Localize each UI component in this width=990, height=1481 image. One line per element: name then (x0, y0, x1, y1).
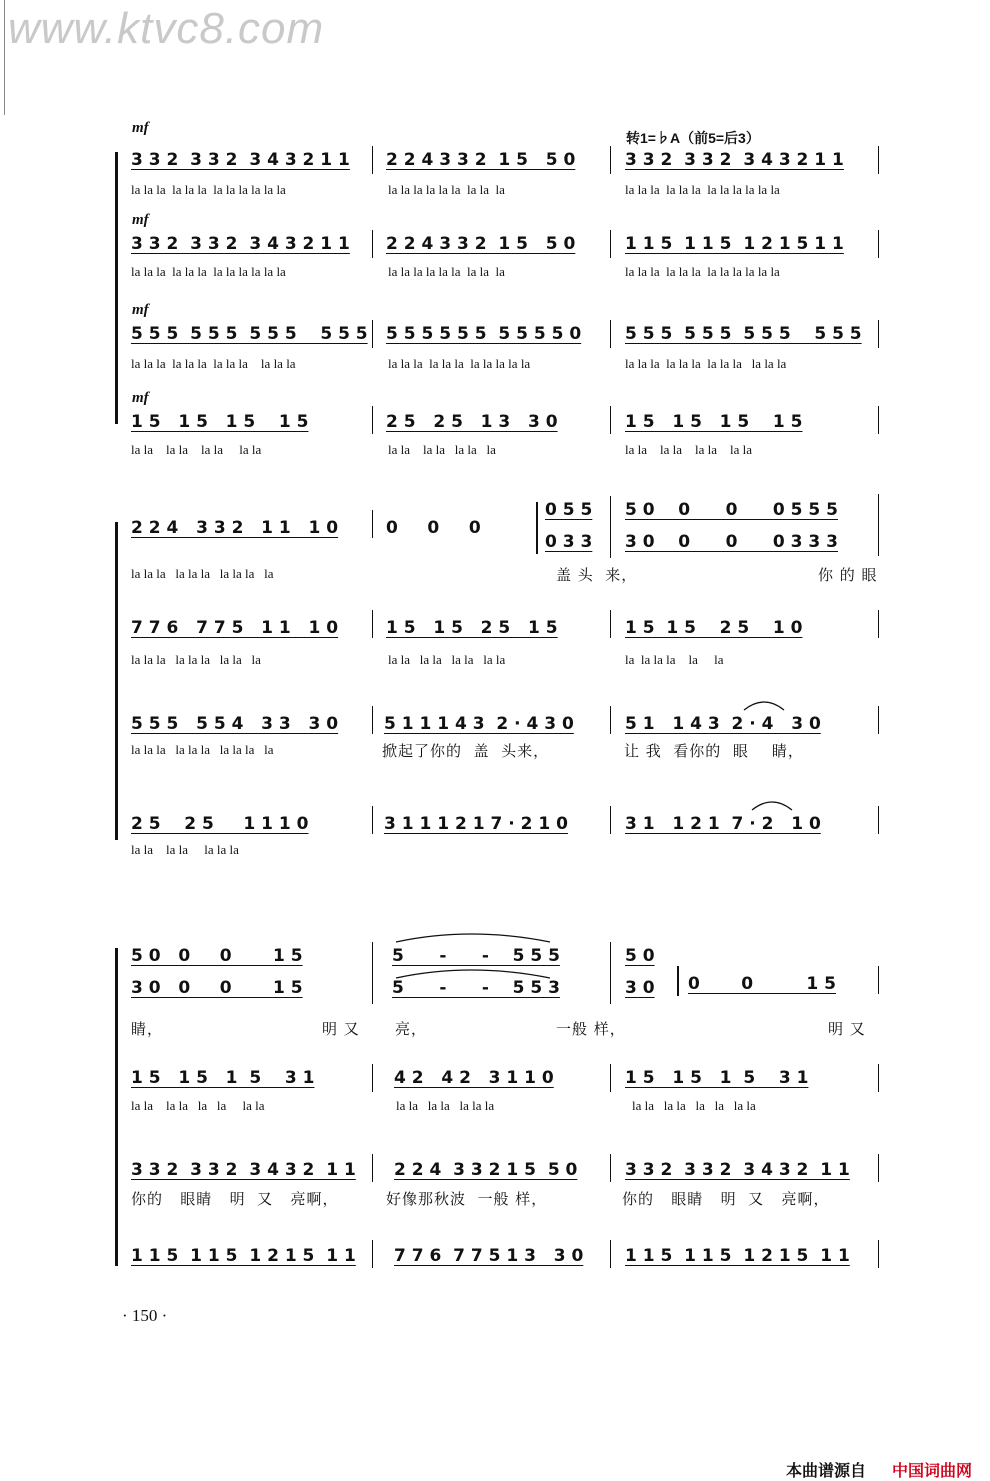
measure-row: 0 5 5 (545, 500, 593, 520)
barline (878, 146, 879, 174)
measure-row: 1 1 5 1 1 5 1 2 1 5 1 1 (625, 234, 844, 254)
measure-row: 5 1 1 1 4 3 2 · 4 3 0 (384, 714, 574, 734)
measure-row: 2 2 4 3 3 2 1 1 1 0 (131, 518, 339, 538)
voice-join-brace (677, 966, 679, 996)
measure-row: 1 5 1 5 1 5 1 5 (625, 412, 803, 432)
barline (610, 320, 611, 348)
barline (372, 230, 373, 258)
measure-row: 3 3 2 3 3 2 3 4 3 2 1 1 (131, 150, 350, 170)
barline (372, 510, 373, 538)
barline (372, 320, 373, 348)
lyric-row: la la la la la la la (131, 842, 239, 857)
key-change: 转1=♭A（前5=后3） (626, 130, 760, 146)
lyric-row: la la la la la la la la (131, 442, 262, 457)
measure-row: 5 0 (625, 946, 655, 966)
barline (372, 806, 373, 834)
barline (372, 1240, 373, 1268)
measure-row: 0 3 3 (545, 532, 593, 552)
barline (878, 610, 879, 638)
source-site-link[interactable]: 中国词曲网 (892, 1461, 973, 1480)
lyric-row: la la la la la la la la la (388, 264, 505, 279)
lyric-row: la la la la la la la la (131, 1098, 265, 1113)
barline (610, 230, 611, 258)
measure-row: 3 0 (625, 978, 655, 998)
measure-row: 3 1 1 2 1 7 · 2 1 0 (625, 814, 821, 834)
lyric-row: 让 我 看你的 眼 睛， (624, 742, 804, 760)
measure-row: 1 5 1 5 1 5 1 5 (131, 412, 309, 432)
system1-brace (115, 152, 118, 424)
lyric-row: la la la la la la la (396, 1098, 495, 1113)
barline (610, 610, 611, 638)
barline (878, 966, 879, 994)
tie-arc (748, 796, 798, 812)
barline (372, 406, 373, 434)
measure-row: 7 7 6 7 7 5 1 3 3 0 (394, 1246, 584, 1266)
barline (372, 1064, 373, 1092)
barline (878, 806, 879, 834)
measure-row: 0 0 0 (386, 518, 481, 538)
measure-row: 5 5 5 5 5 5 5 5 5 5 5 5 (625, 324, 862, 344)
lyric-row: 睛， (131, 1020, 164, 1038)
barline (878, 406, 879, 434)
lyric-row: la la la la la la la la la la (131, 742, 274, 757)
voice-split-brace (536, 502, 538, 554)
measure-row: 1 1 5 1 1 5 1 2 1 5 1 1 (131, 1246, 356, 1266)
lyric-row: 掀起了你的 盖 头来， (382, 742, 550, 760)
lyric-row: la la la la la la la la la la la la (131, 264, 286, 279)
barline (610, 706, 611, 734)
barline (610, 496, 611, 558)
barline (878, 1154, 879, 1182)
watermark: www.ktvc8.com (8, 4, 325, 53)
system3-brace (115, 948, 118, 1266)
dynamic-mf: mf (132, 212, 149, 228)
measure-row: 1 1 5 1 1 5 1 2 1 5 1 1 (625, 1246, 850, 1266)
barline (878, 706, 879, 734)
measure-row: 5 1 1 4 3 2 · 4 3 0 (625, 714, 821, 734)
lyric-row: la la la la la la la la (625, 442, 753, 457)
measure-row: 7 7 6 7 7 5 1 1 1 0 (131, 618, 339, 638)
lyric-row: 你 的 眼 (818, 566, 878, 584)
lyric-row: la la la la la la la la la la la (388, 356, 531, 371)
measure-row: 1 5 1 5 1 5 3 1 (625, 1068, 809, 1088)
measure-row: 5 5 5 5 5 5 5 5 5 5 5 5 (131, 324, 368, 344)
measure-row: 2 5 2 5 1 3 3 0 (386, 412, 558, 432)
lyric-row: la la la la la la la la la (388, 182, 505, 197)
measure-row: 0 0 1 5 (688, 974, 836, 994)
measure-row: 3 3 2 3 3 2 3 4 3 2 1 1 (625, 1160, 850, 1180)
measure-row: 5 5 5 5 5 5 5 5 5 5 0 (386, 324, 582, 344)
measure-row: 5 - - 5 5 3 (392, 978, 560, 998)
measure-row: 2 5 2 5 1 1 1 0 (131, 814, 309, 834)
lyric-row: 好像那秋波 一般 样， (386, 1190, 548, 1208)
measure-row: 5 0 0 0 1 5 (131, 946, 303, 966)
lyric-row: la la la la la la la la la la la la (131, 182, 286, 197)
lyric-row: la la la la la la la la la la la la (131, 356, 296, 371)
barline (610, 146, 611, 174)
lyric-row: 亮， (395, 1020, 428, 1038)
system2-brace (115, 522, 118, 840)
barline (878, 1240, 879, 1268)
source-label: 本曲谱源自 (786, 1461, 867, 1480)
measure-row: 3 3 2 3 3 2 3 4 3 2 1 1 (625, 150, 844, 170)
barline (372, 610, 373, 638)
lyric-row: 盖 头 来， (556, 566, 638, 584)
lyric-row: la la la la la la la la (632, 1098, 756, 1113)
lyric-row: la la la la la la (625, 652, 724, 667)
measure-row: 5 0 0 0 0 5 5 5 (625, 500, 838, 520)
scan-edge (4, 0, 5, 115)
lyric-row: 明 又 (828, 1020, 866, 1038)
measure-row: 2 2 4 3 3 2 1 5 5 0 (386, 234, 576, 254)
barline (610, 942, 611, 1004)
measure-row: 3 1 1 1 2 1 7 · 2 1 0 (384, 814, 568, 834)
barline (878, 230, 879, 258)
lyric-row: la la la la la la la la la la la la (625, 182, 780, 197)
barline (878, 494, 879, 556)
lyric-row: la la la la la la la la la la la la (625, 356, 787, 371)
dynamic-mf: mf (132, 390, 149, 406)
barline (372, 1154, 373, 1182)
measure-row: 5 5 5 5 5 4 3 3 3 0 (131, 714, 339, 734)
lyric-row: la la la la la la la la la (131, 652, 261, 667)
lyric-row: 一般 样， (556, 1020, 626, 1038)
barline (878, 1064, 879, 1092)
measure-row: 5 - - 5 5 5 (392, 946, 560, 966)
dynamic-mf: mf (132, 302, 149, 318)
barline (610, 1240, 611, 1268)
measure-row: 3 0 0 0 1 5 (131, 978, 303, 998)
barline (878, 320, 879, 348)
lyric-row: 你的 眼睛 明 又 亮啊， (622, 1190, 830, 1208)
measure-row: 1 5 1 5 1 5 3 1 (131, 1068, 315, 1088)
tie-arc (740, 696, 790, 712)
barline (372, 942, 373, 1004)
measure-row: 2 2 4 3 3 2 1 5 5 0 (394, 1160, 578, 1180)
lyric-row: la la la la la la la la (388, 652, 506, 667)
barline (610, 806, 611, 834)
barline (610, 406, 611, 434)
measure-row: 3 0 0 0 0 3 3 3 (625, 532, 838, 552)
measure-row: 4 2 4 2 3 1 1 0 (394, 1068, 554, 1088)
page-number: · 150 · (122, 1306, 168, 1325)
barline (372, 706, 373, 734)
measure-row: 1 5 1 5 2 5 1 5 (386, 618, 558, 638)
measure-row: 3 3 2 3 3 2 3 4 3 2 1 1 (131, 1160, 356, 1180)
barline (610, 1064, 611, 1092)
lyric-row: la la la la la la la la la la la la (625, 264, 780, 279)
measure-row: 1 5 1 5 2 5 1 0 (625, 618, 803, 638)
barline (610, 1154, 611, 1182)
measure-row: 3 3 2 3 3 2 3 4 3 2 1 1 (131, 234, 350, 254)
measure-row: 2 2 4 3 3 2 1 5 5 0 (386, 150, 576, 170)
lyric-row: 明 又 (322, 1020, 360, 1038)
lyric-row: 你的 眼睛 明 又 亮啊， (131, 1190, 339, 1208)
lyric-row: la la la la la la la la la la (131, 566, 274, 581)
lyric-row: la la la la la la la (388, 442, 496, 457)
dynamic-mf: mf (132, 120, 149, 136)
barline (372, 146, 373, 174)
